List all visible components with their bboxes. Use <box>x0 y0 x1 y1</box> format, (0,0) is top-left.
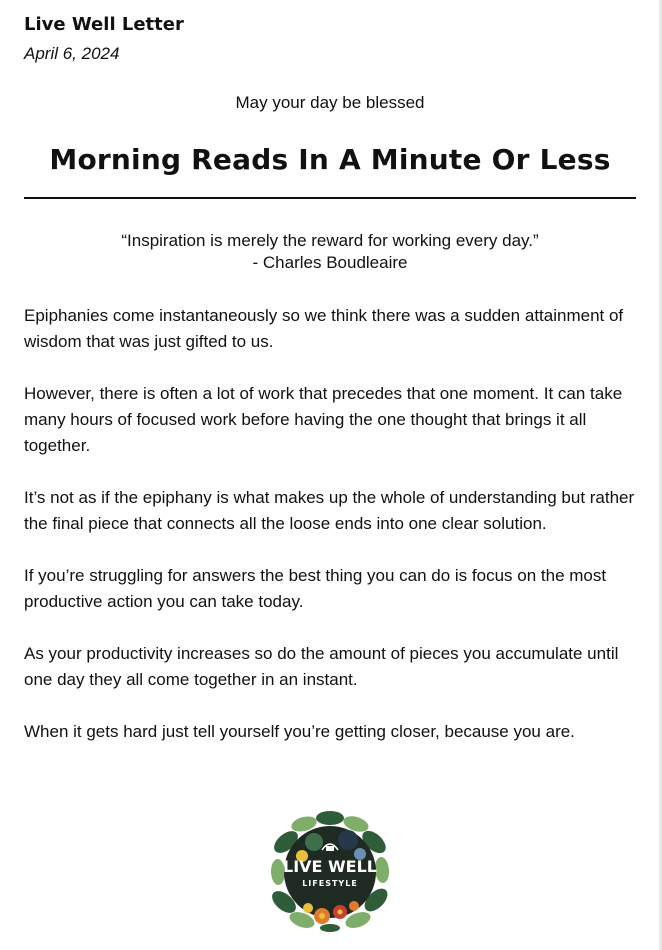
newsletter-title: Live Well Letter <box>24 14 184 35</box>
issue-date: April 6, 2024 <box>24 44 120 63</box>
paragraph: As your productivity increases so do the amount of pieces you accumulate until one day they all come together in an instant. <box>24 644 619 689</box>
quote-block <box>24 230 636 274</box>
paragraph: If you’re struggling for answers the best thing you can do is focus on the most productive action you can take today. <box>24 566 607 611</box>
logo-text-line2: LIFESTYLE <box>302 879 358 888</box>
headline: Morning Reads In A Minute Or Less <box>49 143 611 176</box>
paragraph: It’s not as if the epiphany is what makes up the whole of understanding but rather the final piece that connects all the loose ends into one clear solution. <box>24 488 635 533</box>
paragraph: When it gets hard just tell yourself you’re getting closer, because you are. <box>24 722 575 741</box>
headline-divider <box>24 197 636 199</box>
paragraph: However, there is often a lot of work that precedes that one moment. It can take many hours of focused work before having the one thought that brings it all together. <box>24 384 623 455</box>
quote-author: - Charles Boudleaire <box>252 253 408 272</box>
quote-text: “Inspiration is merely the reward for working every day.” <box>121 231 539 250</box>
paragraph: Epiphanies come instantaneously so we think there was a sudden attainment of wisdom that was just gifted to us. <box>24 306 624 351</box>
greeting-line: May your day be blessed <box>235 93 425 112</box>
article-body <box>24 303 636 771</box>
logo-text-line1: LIVE WELL <box>283 857 377 876</box>
live-well-lifestyle-logo[interactable] <box>264 808 394 938</box>
